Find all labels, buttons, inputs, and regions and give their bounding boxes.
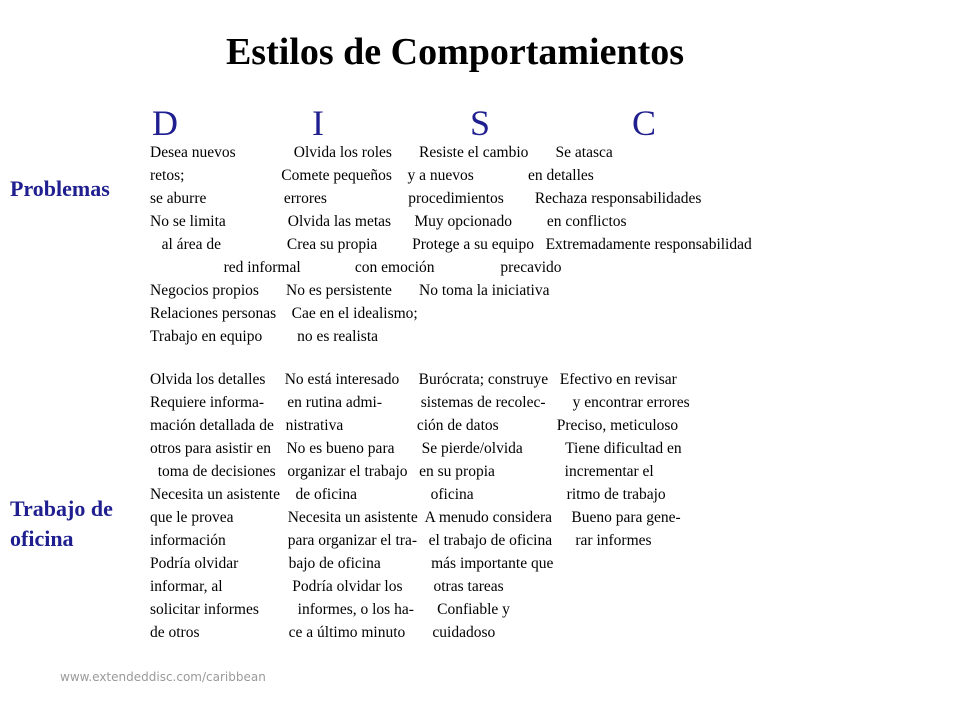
- office-work-line: Requiere informa- en rutina admi- sistemas de recolec- y encontrar errores: [150, 394, 690, 411]
- office-work-line: otros para asistir en No es bueno para Se pierde/olvida Tiene dificultad en: [150, 440, 682, 457]
- disc-letter-i: I: [312, 103, 324, 143]
- disc-letter-c: C: [632, 103, 657, 143]
- disc-letter-s: S: [470, 103, 491, 143]
- office-work-line: que le provea Necesita un asistente A menudo considera Bueno para gene-: [150, 509, 681, 526]
- office-work-line: toma de decisiones organizar el trabajo en su propia incrementar el: [150, 463, 654, 480]
- office-work-label-line1: Trabajo de: [10, 496, 113, 521]
- office-work-line: Podría olvidar bajo de oficina más importante que: [150, 555, 554, 572]
- source-url: www.extendeddisc.com/caribbean: [60, 670, 266, 684]
- problems-line: al área de Crea su propia Protege a su equipo Extremadamente responsabilidad: [150, 236, 752, 253]
- page-title: Estilos de Comportamientos: [225, 31, 685, 73]
- office-work-line: Olvida los detalles No está interesado Burócrata; construye Efectivo en revisar: [150, 371, 677, 388]
- office-work-line: mación detallada de nistrativa ción de datos Preciso, meticuloso: [150, 417, 679, 434]
- problems-line: Desea nuevos Olvida los roles Resiste el cambio Se atasca: [150, 144, 613, 161]
- office-work-line: solicitar informes informes, o los ha- Confiable y: [150, 601, 510, 618]
- problems-line: se aburre errores procedimientos Rechaza responsabilidades: [150, 190, 702, 207]
- problems-line: red informal con emoción precavido: [150, 259, 562, 276]
- office-work-line: información para organizar el tra- el trabajo de oficina rar informes: [150, 532, 652, 549]
- office-work-label-line2: oficina: [10, 526, 74, 551]
- problems-line: Relaciones personas Cae en el idealismo;: [150, 305, 418, 322]
- disc-letter-d: D: [152, 103, 178, 143]
- problems-label: Problemas: [10, 176, 110, 201]
- office-work-line: informar, al Podría olvidar los otras tareas: [150, 578, 504, 595]
- office-work-line: Necesita un asistente de oficina oficina ritmo de trabajo: [150, 486, 666, 503]
- office-work-line: de otros ce a último minuto cuidadoso: [150, 624, 496, 641]
- problems-line: retos; Comete pequeños y a nuevos en detalles: [150, 167, 594, 184]
- problems-line: Trabajo en equipo no es realista: [150, 328, 379, 345]
- problems-line: No se limita Olvida las metas Muy opcionado en conflictos: [150, 213, 627, 230]
- problems-line: Negocios propios No es persistente No toma la iniciativa: [150, 282, 550, 299]
